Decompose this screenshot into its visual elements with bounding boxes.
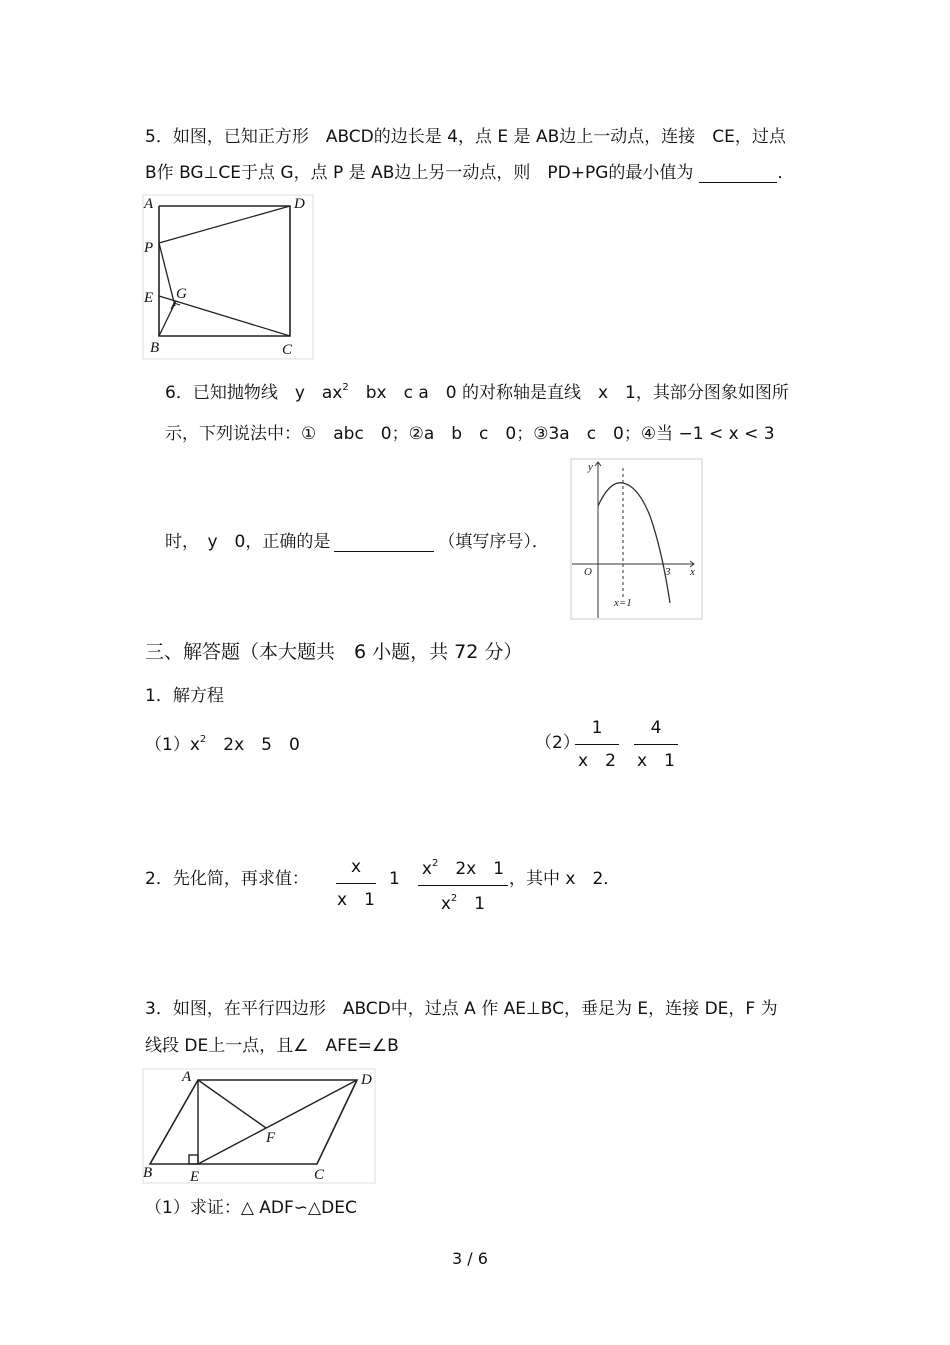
q1-part2-f1-den: x 2 [578, 751, 616, 771]
q2-f2-bar [418, 885, 508, 886]
q2-f2-den-x: x [440, 894, 451, 914]
q1-part1-x: x [189, 735, 200, 755]
q1-part2-fraction-2 [634, 720, 678, 770]
q6-line3-text: 时， y 0，正确的是 [165, 532, 331, 552]
q2-f2-den [418, 894, 508, 913]
q6-parabola-curve [598, 483, 670, 603]
q6-line1-text-a: 6．已知抛物线 y ax [165, 383, 343, 403]
q2-tail: ，其中 x 2． [509, 869, 621, 889]
q1-part1-label: （1） [145, 735, 190, 755]
q5-segment-ce [159, 296, 290, 336]
q5-line2-end: ． [777, 163, 795, 183]
q1-part2-f2-bar [634, 744, 678, 745]
q2-f1-num: x [350, 857, 362, 877]
q3-parallelogram-figure [142, 1068, 376, 1184]
q6-line3-end: （填写序号）． [438, 532, 549, 552]
q2-f2-num [418, 859, 508, 878]
q3-part1: （1）求证：△ ADF∽△DEC [145, 1198, 357, 1218]
q6-label-x: x [690, 566, 695, 578]
q5-line1: 5．如图，已知正方形 ABCD的边长是 4，点 E 是 AB边上一动点，连接 CE，过点 [145, 127, 786, 147]
q1-part2-f1-bar [575, 744, 619, 745]
q5-label-e: E [144, 290, 154, 306]
q2-f1-bar [336, 883, 376, 884]
q2-fraction-2 [418, 859, 508, 913]
q3-right-angle-mark [189, 1155, 198, 1164]
q6-line2: 示，下列说法中：① abc 0；②a b c 0；③3a c 0；④当 −1 < x < 3 [165, 424, 775, 444]
q6-line3 [165, 534, 549, 552]
q5-label-c: C [282, 342, 293, 358]
q3-line2: 线段 DE上一点，且∠ AFE=∠B [145, 1036, 399, 1056]
q2-f2-num-sup: 2 [431, 858, 439, 869]
q6-label-three: 3 [665, 566, 671, 578]
q6-label-origin: O [584, 566, 592, 578]
q3-label-a: A [182, 1069, 192, 1085]
q3-label-f: F [266, 1130, 276, 1146]
q6-answer-blank [334, 534, 434, 552]
q6-parabola-graph [570, 458, 703, 620]
q1-part2-f1-num: 1 [591, 718, 603, 738]
page-number: 3 / 6 [452, 1249, 488, 1268]
q5-answer-blank [699, 165, 777, 183]
q3-label-c: C [314, 1167, 325, 1183]
q2-one: 1 [389, 869, 400, 889]
q2-f2-den-sup: 2 [450, 893, 458, 904]
q1-part2-fraction-1 [575, 720, 619, 770]
q3-parallelogram [150, 1080, 357, 1164]
q5-label-p: P [144, 240, 154, 256]
q1-title: 1．解方程 [145, 686, 224, 706]
q5-label-g: G [176, 286, 187, 302]
q5-label-d: D [294, 196, 305, 212]
q1-part2-f2-num: 4 [650, 718, 662, 738]
q3-line1: 3．如图，在平行四边形 ABCD中，过点 A 作 AE⊥BC，垂足为 E，连接 DE，F 为 [145, 999, 778, 1019]
q2-fraction-1 [336, 859, 376, 909]
q3-label-b: B [143, 1165, 153, 1181]
q1-part1-sup: 2 [199, 734, 207, 745]
q1-part2-f2-den: x 1 [637, 751, 675, 771]
q5-line2-text: B作 BG⊥CE于点 G，点 P 是 AB边上另一动点，则 PD+PG的最小值为 [145, 163, 694, 183]
q1-part2-label: （2） [535, 733, 580, 753]
q3-label-e: E [190, 1169, 200, 1184]
q3-segment-de [198, 1080, 357, 1164]
q5-square-figure [142, 194, 314, 360]
q5-label-b: B [150, 340, 160, 356]
q5-segment-pd [159, 206, 290, 243]
q5-line2 [145, 165, 794, 183]
q6-label-axis: x=1 [614, 597, 632, 609]
q1-part1-rest: 2x 5 0 [206, 735, 300, 755]
q5-figure-frame [143, 195, 313, 359]
q6-graph-frame [571, 459, 702, 619]
q2-f2-den-rest: 1 [457, 894, 486, 914]
q6-label-y: y [588, 461, 593, 473]
q1-part1 [145, 735, 300, 754]
q2-f1-den: x 1 [337, 890, 375, 910]
q3-segment-af [198, 1080, 266, 1128]
section-heading: 三、解答题（本大题共 6 小题，共 72 分） [145, 641, 523, 663]
q3-figure-frame [143, 1069, 375, 1183]
q5-label-a: A [144, 196, 154, 212]
q6-line1-text-b: bx c a 0 的对称轴是直线 x 1，其部分图象如图所 [348, 383, 789, 403]
q5-segment-bg [159, 301, 176, 336]
q2-f2-num-rest: 2x 1 [438, 859, 505, 879]
q2-label: 2．先化简，再求值： [145, 869, 309, 889]
q6-line1 [165, 383, 789, 402]
q3-label-d: D [361, 1072, 372, 1088]
q2-f2-num-x: x [421, 859, 432, 879]
q6-line1-sup: 2 [342, 382, 349, 393]
